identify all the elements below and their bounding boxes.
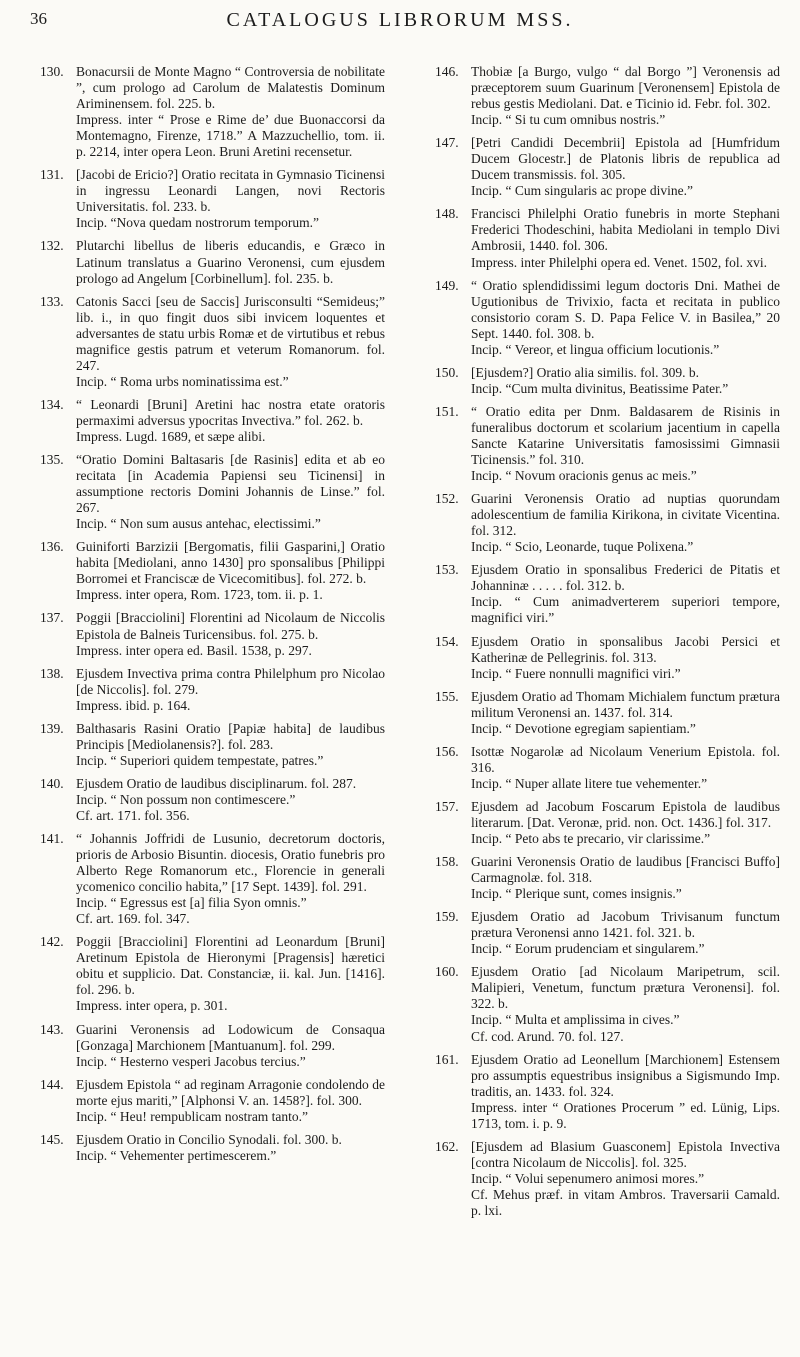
- entry-number: 134.: [40, 396, 64, 412]
- catalogue-entry: [40, 934, 385, 1014]
- entry-note: Incip. “ Cum singularis ac prope divine.”: [471, 183, 693, 199]
- catalogue-entry: [435, 689, 780, 737]
- catalogue-entry: [435, 64, 780, 128]
- entry-note: Incip. “ Multa et amplissima in cives.”: [471, 1012, 680, 1028]
- entry-note: Incip. “ Devotione egregiam sapientiam.”: [471, 720, 696, 736]
- entry-body: [76, 294, 385, 390]
- entry-number: 143.: [40, 1021, 64, 1037]
- entry-note: Cf. Mehus præf. in vitam Ambros. Traversarii Camald. p. lxi.: [471, 1186, 780, 1218]
- catalogue-entry: [435, 1139, 780, 1219]
- catalogue-entry: [40, 666, 385, 714]
- entry-body: [76, 1022, 385, 1070]
- entry-body: [471, 404, 780, 484]
- entry-number: 132.: [40, 238, 64, 254]
- catalogue-entry: [40, 610, 385, 658]
- entry-body: [76, 397, 385, 445]
- entry-description: Ejusdem Oratio de laudibus disciplinarum. fol. 287.: [76, 775, 357, 791]
- page-number: 36: [30, 9, 47, 28]
- entry-number: 148.: [435, 206, 459, 222]
- catalogue-entry: [435, 634, 780, 682]
- entry-note: Incip. “ Vehementer pertimescerem.”: [76, 1147, 277, 1163]
- catalogue-entry: [40, 831, 385, 927]
- entry-note: Incip. “Nova quedam nostrorum temporum.”: [76, 215, 319, 231]
- entry-number: 140.: [40, 775, 64, 791]
- entry-note: Incip. “ Si tu cum omnibus nostris.”: [471, 112, 666, 128]
- entry-description: Bonacursii de Monte Magno “ Controversia de nobilitate ”, cum prologo ad Carolum de Malatestis Dominum Ariminensem. fol. 225. b.: [76, 64, 385, 112]
- entry-number: 136.: [40, 539, 64, 555]
- entry-description: [Ejusdem ad Blasium Guasconem] Epistola Invectiva [contra Nicolaum de Niccolis]. fol. 325.: [471, 1138, 780, 1170]
- entry-note: Incip. “ Eorum prudenciam et singularem.”: [471, 941, 705, 957]
- entry-number: 155.: [435, 688, 459, 704]
- entry-note: Incip. “ Volui sepenumero animosi mores.”: [471, 1170, 705, 1186]
- entry-number: 156.: [435, 743, 459, 759]
- entry-number: 161.: [435, 1051, 459, 1067]
- catalogue-entry: [435, 365, 780, 397]
- entry-number: 131.: [40, 167, 64, 183]
- entry-description: [Petri Candidi Decembrii] Epistola ad [Humfridum Ducem Glocestr.] de Platonis libris de republica ad Ducem transmissis. fol. 305.: [471, 135, 780, 183]
- catalogue-entry: [40, 397, 385, 445]
- entry-note: Incip. “ Non sum ausus antehac, electissimi.”: [76, 516, 321, 532]
- entry-note: Impress. inter opera, Rom. 1723, tom. ii. p. 1.: [76, 587, 323, 603]
- entry-description: Ejusdem Oratio in sponsalibus Jacobi Persici et Katherinæ de Pellegrinis. fol. 313.: [471, 633, 780, 665]
- entry-note: Cf. art. 169. fol. 347.: [76, 911, 190, 927]
- entry-number: 151.: [435, 403, 459, 419]
- entry-number: 157.: [435, 798, 459, 814]
- entry-body: [471, 278, 780, 358]
- entry-body: [76, 666, 385, 714]
- entry-body: [76, 238, 385, 286]
- entry-description: Guarini Veronensis Oratio de laudibus [Francisci Buffo] Carmagnolæ. fol. 318.: [471, 854, 780, 886]
- entry-description: Ejusdem ad Jacobum Foscarum Epistola de laudibus literarum. [Dat. Veronæ, prid. non. Oct. 1436.] fol. 317.: [471, 798, 780, 830]
- entry-description: Ejusdem Oratio in Concilio Synodali. fol. 300. b.: [76, 1131, 342, 1147]
- entry-description: Ejusdem Invectiva prima contra Philelphum pro Nicolao [de Niccolis]. fol. 279.: [76, 665, 385, 697]
- entry-note: Incip. “ Hesterno vesperi Jacobus tercius.”: [76, 1053, 306, 1069]
- catalogue-entry: [435, 964, 780, 1044]
- entry-body: [471, 854, 780, 902]
- entry-number: 139.: [40, 720, 64, 736]
- entry-number: 152.: [435, 491, 459, 507]
- entry-note: Impress. Lugd. 1689, et sæpe alibi.: [76, 428, 266, 444]
- entry-description: Isottæ Nogarolæ ad Nicolaum Venerium Epistola. fol. 316.: [471, 743, 780, 775]
- entry-description: [Ejusdem?] Oratio alia similis. fol. 309. b.: [471, 364, 699, 380]
- entry-body: [76, 831, 385, 927]
- entry-description: “ Oratio splendidissimi legum doctoris Dni. Mathei de Ugutionibus de Trivixio, facta et recitata in publico consistorio coram S. D. Papa Felice V. in Basilea,” 20 Sept. 1440. fol. 308. b.: [471, 277, 780, 341]
- entry-description: “ Leonardi [Bruni] Aretini hac nostra etate oratoris permaximi adversus ypocritas Invectiva.” fol. 262. b.: [76, 396, 385, 428]
- catalogue-entry: [435, 909, 780, 957]
- running-title: CATALOGUS LIBRORUM MSS.: [226, 9, 574, 31]
- entry-note: Impress. ibid. p. 164.: [76, 697, 191, 713]
- catalogue-entry: [435, 744, 780, 792]
- entry-body: [76, 539, 385, 603]
- catalogue-entry: [40, 721, 385, 769]
- entry-number: 141.: [40, 831, 64, 847]
- entry-description: Ejusdem Oratio [ad Nicolaum Maripetrum, scil. Malipieri, Venetum, functum prætura Veronensi]. fol. 322. b.: [471, 964, 780, 1012]
- entry-body: [471, 634, 780, 682]
- catalogue-entry: [40, 64, 385, 160]
- entry-description: Guiniforti Barzizii [Bergomatis, filii Gasparini,] Oratio habita [Mediolani, anno 1430] pro sponsalibus [Philippi Borromei et Franciscæ de Vicecomitibus]. fol. 272. b.: [76, 539, 385, 587]
- catalogue-entry: [40, 238, 385, 286]
- entry-body: [76, 64, 385, 160]
- right-column: [435, 64, 780, 1226]
- entry-description: Francisci Philelphi Oratio funebris in morte Stephani Frederici Thodeschini, habita Mediolani in templo Divi Ambrosii, 1440. fol. 306.: [471, 206, 780, 254]
- entry-description: Ejusdem Oratio ad Thomam Michialem functum prætura militum Veronensi an. 1437. fol. 314.: [471, 688, 780, 720]
- entry-note: Incip. “Cum multa divinitus, Beatissime Pater.”: [471, 380, 729, 396]
- entry-note: Impress. inter Philelphi opera ed. Venet. 1502, fol. xvi.: [471, 254, 767, 270]
- entry-body: [471, 909, 780, 957]
- entry-description: Poggii [Bracciolini] Florentini ad Nicolaum de Niccolis Epistola de Balneis Turicensibus. fol. 275. b.: [76, 610, 385, 642]
- entry-description: Balthasaris Rasini Oratio [Papiæ habita] de laudibus Principis [Mediolanensis?]. fol. 283.: [76, 720, 385, 752]
- catalogue-entry: [40, 452, 385, 532]
- entry-description: Guarini Veronensis ad Lodowicum de Consaqua [Gonzaga] Marchionem [Mantuanum]. fol. 299.: [76, 1021, 385, 1053]
- catalogue-entry: [40, 776, 385, 824]
- entry-number: 144.: [40, 1076, 64, 1092]
- entry-body: [76, 721, 385, 769]
- entry-body: [76, 452, 385, 532]
- entry-number: 133.: [40, 293, 64, 309]
- entry-body: [471, 1052, 780, 1132]
- entry-note: Incip. “ Peto abs te precario, vir clarissime.”: [471, 831, 711, 847]
- entry-note: Impress. inter “ Prose e Rime de’ due Buonaccorsi da Montemagno, Firenze, 1718.” A Mazzuchellio, tom. ii. p. 2214, inter opera Leon. Bruni Aretini recensetur.: [76, 112, 385, 160]
- entry-note: Incip. “ Plerique sunt, comes insignis.”: [471, 886, 682, 902]
- entry-number: 160.: [435, 964, 459, 980]
- entry-number: 149.: [435, 277, 459, 293]
- entry-body: [471, 964, 780, 1044]
- catalogue-entry: [435, 278, 780, 358]
- catalogue-entry: [435, 562, 780, 626]
- catalogue-entry: [40, 539, 385, 603]
- catalogue-entry: [435, 404, 780, 484]
- entry-number: 130.: [40, 64, 64, 79]
- entry-note: Incip. “ Novum oracionis genus ac meis.”: [471, 468, 697, 484]
- catalogue-entry: [40, 1022, 385, 1070]
- entry-number: 142.: [40, 934, 64, 950]
- left-column: [40, 64, 385, 1171]
- entry-number: 153.: [435, 562, 459, 578]
- entry-number: 159.: [435, 909, 459, 925]
- entry-note: Incip. “ Egressus est [a] filia Syon omnis.”: [76, 895, 307, 911]
- entry-body: [471, 64, 780, 128]
- entry-note: Cf. art. 171. fol. 356.: [76, 807, 190, 823]
- entry-body: [471, 744, 780, 792]
- entry-description: Ejusdem Oratio ad Jacobum Trivisanum functum prætura Veronensi anno 1421. fol. 321. b.: [471, 909, 780, 941]
- entry-description: Thobiæ [a Burgo, vulgo “ dal Borgo ”] Veronensis ad præceptorem suum Guarinum [Veronensem] Epistola de rebus gestis Mediolani. Dat. e Ticinio id. Febr. fol. 302.: [471, 64, 780, 112]
- catalogue-entry: [435, 799, 780, 847]
- entry-note: Incip. “ Fuere nonnulli magnifici viri.”: [471, 665, 681, 681]
- entry-body: [471, 1139, 780, 1219]
- entry-number: 147.: [435, 135, 459, 151]
- entry-description: Guarini Veronensis Oratio ad nuptias quorundam adolescentium de familia Kirikona, in civitate Vicentina. fol. 312.: [471, 491, 780, 539]
- catalogue-entry: [435, 491, 780, 555]
- entry-number: 135.: [40, 452, 64, 468]
- entry-description: Poggii [Bracciolini] Florentini ad Leonardum [Bruni] Aretinum Epistola de Hieronymi [Pragensis] hæretici obitu et supplicio. Dat. Constanciæ, ii. kal. Jun. [1416]. fol. 296. b.: [76, 934, 385, 998]
- entry-number: 162.: [435, 1138, 459, 1154]
- entry-body: [76, 610, 385, 658]
- entry-note: Cf. cod. Arund. 70. fol. 127.: [471, 1028, 624, 1044]
- entry-body: [76, 1132, 385, 1164]
- entry-description: [Jacobi de Ericio?] Oratio recitata in Gymnasio Ticinensi in ingressu Leonardi Langen, novi Rectoris Universitatis. fol. 233. b.: [76, 167, 385, 215]
- entry-description: Ejusdem Oratio ad Leonellum [Marchionem] Estensem pro assumptis equestribus insignibus a Sigismundo Imp. traditis, an. 1433. fol. 324.: [471, 1051, 780, 1099]
- catalogue-entry: [40, 167, 385, 231]
- catalogue-entry: [435, 206, 780, 270]
- entry-body: [76, 776, 385, 824]
- entry-body: [76, 1077, 385, 1125]
- entry-note: Impress. inter opera, p. 301.: [76, 998, 228, 1014]
- entry-body: [471, 562, 780, 626]
- entry-number: 146.: [435, 64, 459, 79]
- entry-note: Impress. inter opera ed. Basil. 1538, p. 297.: [76, 642, 312, 658]
- entry-description: Plutarchi libellus de liberis educandis, e Græco in Latinum translatus a Guarino Veronensi, cum ejusdem prologo ad Angelum [Corbinellum]. fol. 235. b.: [76, 238, 385, 286]
- entry-body: [471, 491, 780, 555]
- entry-number: 137.: [40, 610, 64, 626]
- entry-note: Incip. “ Non possum non contimescere.”: [76, 791, 296, 807]
- entry-number: 138.: [40, 665, 64, 681]
- catalogue-entry: [40, 1132, 385, 1164]
- entry-note: Incip. “ Nuper allate litere tue vehementer.”: [471, 775, 708, 791]
- entry-body: [471, 799, 780, 847]
- entry-body: [471, 206, 780, 270]
- entry-note: Incip. “ Vereor, et lingua officium locutionis.”: [471, 341, 720, 357]
- entry-body: [471, 689, 780, 737]
- catalogue-entry: [435, 854, 780, 902]
- catalogue-entry: [40, 294, 385, 390]
- entry-body: [76, 167, 385, 231]
- entry-description: Ejusdem Oratio in sponsalibus Frederici de Pitatis et Johanninæ . . . . . fol. 312. b.: [471, 562, 780, 594]
- entry-note: Incip. “ Cum animadverterem superiori tempore, magnifici viri.”: [471, 594, 780, 626]
- entry-note: Incip. “ Roma urbs nominatissima est.”: [76, 373, 289, 389]
- entry-number: 154.: [435, 633, 459, 649]
- entry-number: 145.: [40, 1131, 64, 1147]
- entry-description: Ejusdem Epistola “ ad reginam Arragonie condolendo de morte ejus mariti,” [Alphonsi V. an. 1458?]. fol. 300.: [76, 1076, 385, 1108]
- catalogue-entry: [40, 1077, 385, 1125]
- entry-description: “Oratio Domini Baltasaris [de Rasinis] edita et ab eo recitata [in Academia Papiensi seu Ticinensi] in assumptione rectoris Domini Johannis de Linse.” fol. 267.: [76, 452, 385, 516]
- entry-note: Impress. inter “ Orationes Procerum ” ed. Lünig, Lips. 1713, tom. i. p. 9.: [471, 1099, 780, 1131]
- entry-number: 158.: [435, 854, 459, 870]
- entry-description: “ Oratio edita per Dnm. Baldasarem de Risinis in funeralibus doctorum et scolarium jacentium in capella Sancte Katarine Universitatis famosissimi Gimnasii Ticinensis.” fol. 310.: [471, 403, 780, 468]
- catalogue-entry: [435, 1052, 780, 1132]
- entry-note: Incip. “ Heu! rempublicam nostram tanto.”: [76, 1108, 309, 1124]
- entry-note: Incip. “ Scio, Leonarde, tuque Polixena.”: [471, 539, 694, 555]
- entry-number: 150.: [435, 364, 459, 380]
- entry-body: [76, 934, 385, 1014]
- entry-body: [471, 365, 780, 397]
- catalogue-entry: [435, 135, 780, 199]
- entry-body: [471, 135, 780, 199]
- entry-description: “ Johannis Joffridi de Lusunio, decretorum doctoris, prioris de Arbosio Bisuntin. diocesis, Oratio funebris pro Alberto Rege Romanorum etc., Florencie in generali ycomenico concilio habita,” [17 Sept. 1439]. fol. 291.: [76, 831, 385, 895]
- entry-description: Catonis Sacci [seu de Saccis] Jurisconsulti “Semideus;” lib. i., in quo fingit duos sibi invicem loquentes et adversantes de statu urbis Romæ et de virtutibus et rebus magnifice gestis patrum et veterum Romanorum. fol. 247.: [76, 293, 385, 373]
- entry-note: Incip. “ Superiori quidem tempestate, patres.”: [76, 752, 324, 768]
